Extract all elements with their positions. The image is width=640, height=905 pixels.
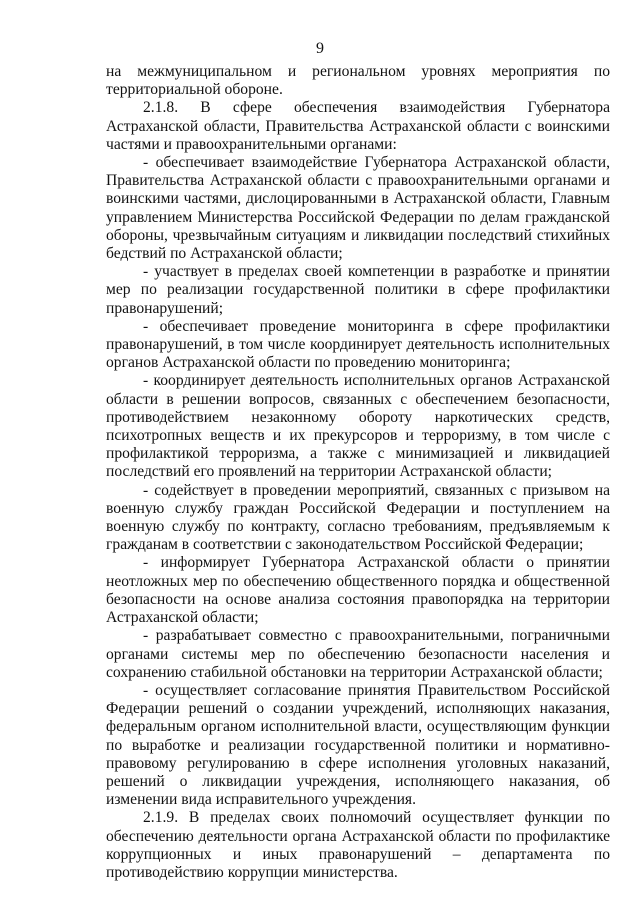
document-body — [106, 63, 610, 882]
paragraph-military-service: - содействует в проведении мероприятий, связанных с призывом на военную службу граждан Российской Федерации и поступлением на военную службу по контракту, согласно требованиям, предъявляемым к гражданам в соответствии с законодательством Российской Федерации; — [106, 481, 610, 554]
page-number: 9 — [316, 40, 324, 57]
paragraph-ensures-interaction: - обеспечивает взаимодействие Губернатора Астраханской области, Правительства Астраханской области с правоохранительными органами и воинскими частями, дислоцированными в Астраханской области, Главным управлением Министерства Российской Федерации по делам гражданской обороны, чрезвычайным ситуациям и ликвидации последствий стихийных бедствий по Астраханской области; — [106, 154, 610, 263]
paragraph-develops-measures: - разрабатывает совместно с правоохранительными, пограничными органами системы мер по обеспечению безопасности населения и сохранению стабильной обстановки на территории Астраханской области; — [106, 627, 610, 681]
paragraph-informs-governor: - информирует Губернатора Астраханской области о принятии неотложных мер по обеспечению общественного порядка и общественной безопасности на основе анализа состояния правопорядка на территории Астраханской области; — [106, 554, 610, 627]
paragraph-section-2-1-8: 2.1.8. В сфере обеспечения взаимодействия Губернатора Астраханской области, Правительства Астраханской области с воинскими частями и правоохранительными органами: — [106, 99, 610, 153]
paragraph-territorial-defense: на межмуниципальном и региональном уровнях мероприятия по территориальной обороне. — [106, 63, 610, 99]
paragraph-monitoring: - обеспечивает проведение мониторинга в сфере профилактики правонарушений, в том числе координирует деятельность исполнительных органов Астраханской области по проведению мониторинга; — [106, 317, 610, 372]
paragraph-participates-measures: - участвует в пределах своей компетенции в разработке и принятии мер по реализации государственной политики в сфере профилактики правонарушений; — [106, 263, 610, 317]
paragraph-section-2-1-9: 2.1.9. В пределах своих полномочий осуществляет функции по обеспечению деятельности органа Астраханской области по профилактике коррупционных и иных правонарушений – департамента по противодействию коррупции министерства. — [106, 809, 610, 881]
paragraph-approves-institutions: - осуществляет согласование принятия Правительством Российской Федерации решений о создании учреждений, исполняющих наказания, федеральным органом исполнительной власти, осуществляющим функции по выработке и реализации государственной политики и нормативно-правовому регулированию в сфере исполнения уголовных наказаний, решений о ликвидации учреждения, исполняющего наказания, об изменении вида исправительного учреждения. — [106, 681, 610, 809]
paragraph-coordinates-security: - координирует деятельность исполнительных органов Астраханской области в решении вопросов, связанных с обеспечением безопасности, противодействием незаконному обороту наркотических средств, психотропных веществ и их прекурсоров и терроризму, в том числе с профилактикой терроризма, а также с минимизацией и ликвидацией последствий его проявлений на территории Астраханской области; — [106, 372, 610, 481]
